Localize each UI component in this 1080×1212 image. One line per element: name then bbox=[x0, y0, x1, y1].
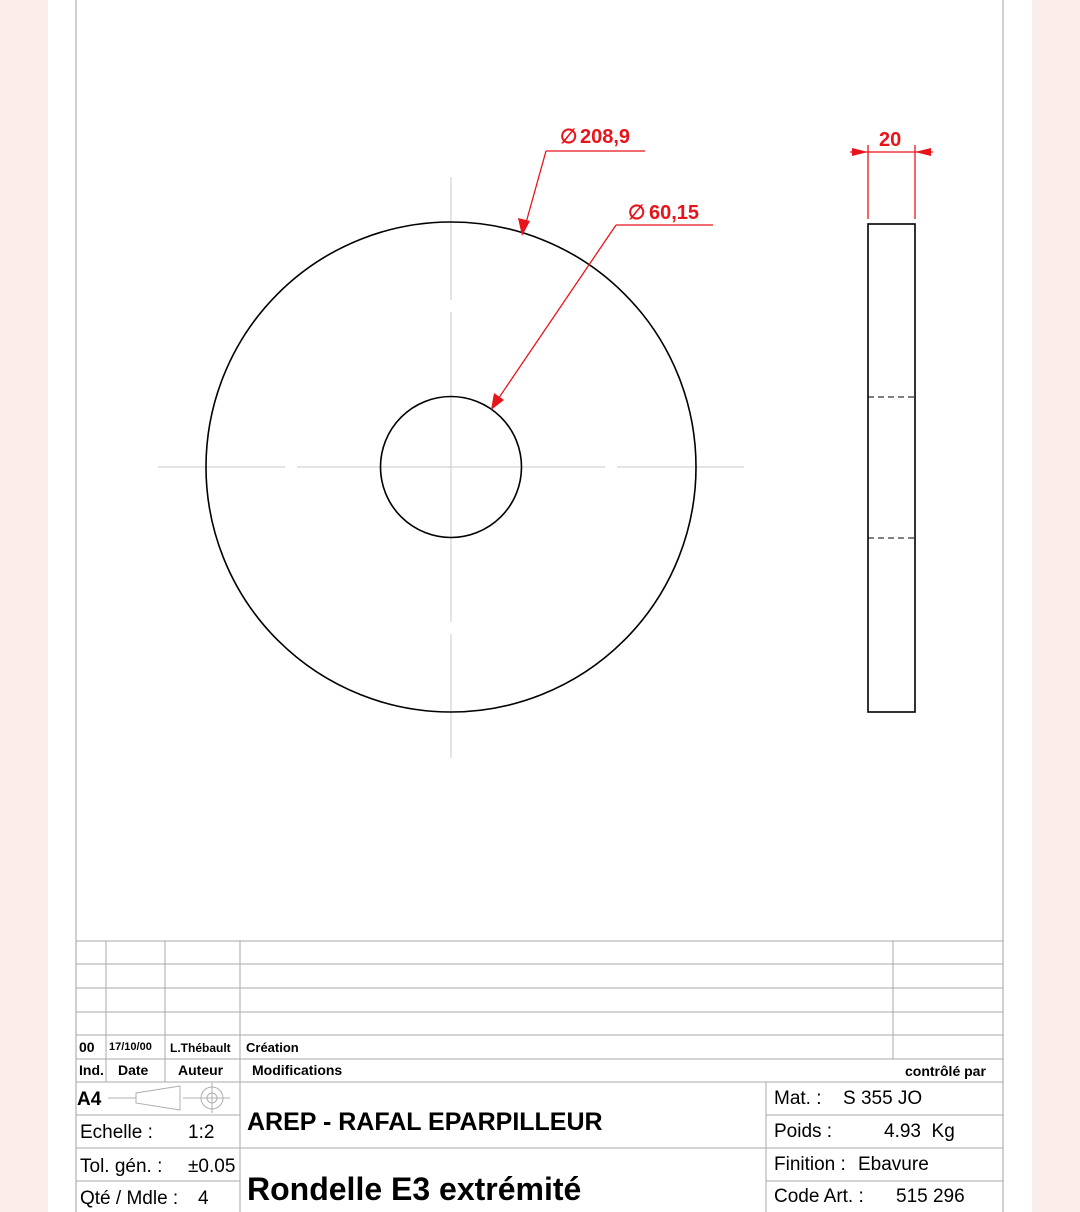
side-view bbox=[868, 224, 915, 712]
inner-diameter-value: 60,15 bbox=[649, 202, 700, 224]
scale-label: Echelle : bbox=[80, 1122, 153, 1143]
revision-author: L.Thébault bbox=[170, 1041, 231, 1055]
header-modifications: Modifications bbox=[252, 1062, 343, 1078]
inner-diameter-arrowhead bbox=[491, 393, 504, 410]
tolerance-label: Tol. gén. : bbox=[80, 1156, 163, 1177]
header-author: Auteur bbox=[178, 1062, 224, 1078]
inner-diameter-leader bbox=[491, 225, 713, 410]
weight-label: Poids : bbox=[774, 1121, 833, 1142]
quantity-value: 4 bbox=[198, 1188, 209, 1209]
project-title: AREP - RAFAL EPARPILLEUR bbox=[247, 1108, 603, 1136]
projection-symbol-icon bbox=[108, 1083, 230, 1113]
finish-label: Finition : bbox=[774, 1154, 846, 1175]
header-ind: Ind. bbox=[79, 1062, 104, 1078]
part-name: Rondelle E3 extrémité bbox=[247, 1171, 582, 1207]
header-checked-by: contrôlé par bbox=[905, 1063, 986, 1079]
paper-format: A4 bbox=[77, 1089, 102, 1110]
weight-value: 4.93 Kg bbox=[884, 1121, 955, 1142]
tolerance-value: ±0.05 bbox=[188, 1156, 236, 1177]
revision-modification: Création bbox=[246, 1040, 299, 1055]
code-label: Code Art. : bbox=[774, 1186, 864, 1207]
quantity-label: Qté / Mdle : bbox=[80, 1188, 179, 1209]
inner-diameter-symbol: ∅ bbox=[628, 202, 646, 224]
outer-diameter-leader bbox=[518, 151, 645, 236]
revision-date: 17/10/00 bbox=[109, 1041, 152, 1053]
material-value: S 355 JO bbox=[843, 1088, 923, 1109]
finish-value: Ebavure bbox=[858, 1154, 929, 1175]
material-label: Mat. : bbox=[774, 1088, 822, 1109]
outer-diameter-value: 208,9 bbox=[580, 126, 631, 148]
header-date: Date bbox=[118, 1062, 149, 1078]
front-view-centerlines bbox=[158, 177, 744, 758]
thickness-value: 20 bbox=[879, 129, 902, 151]
hidden-hole-lines bbox=[868, 397, 915, 538]
outer-diameter-symbol: ∅ bbox=[560, 126, 578, 148]
scale-value: 1:2 bbox=[188, 1122, 215, 1143]
thickness-dimension bbox=[850, 145, 933, 219]
code-value: 515 296 bbox=[896, 1186, 965, 1207]
revision-index: 00 bbox=[79, 1039, 95, 1055]
